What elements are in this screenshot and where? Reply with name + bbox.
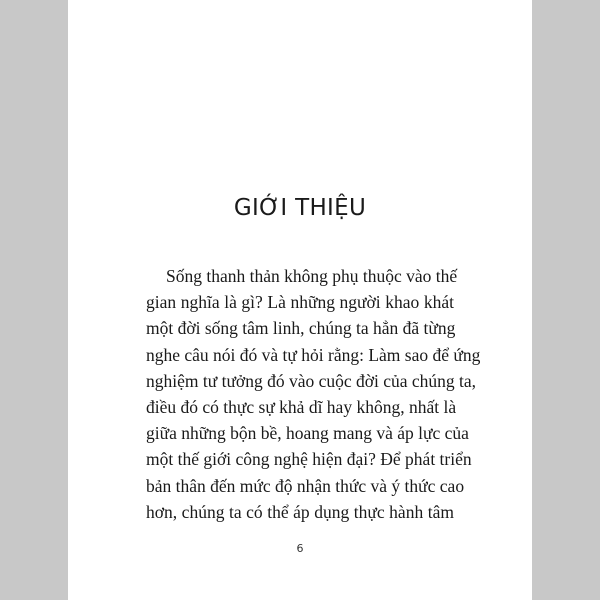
- chapter-title: GIỚI THIỆU: [233, 195, 367, 221]
- text-line: nghiệm tư tưởng đó vào cuộc đời của chúng ta,: [146, 370, 477, 391]
- text-line: giữa những bộn bề, hoang mang và áp lực của: [146, 423, 469, 444]
- text-line: nghe câu nói đó và tự hỏi rằng: Làm sao để ứng: [146, 344, 481, 365]
- text-line: một thế giới công nghệ hiện đại? Để phát triển: [146, 449, 472, 470]
- body-paragraph: [146, 263, 481, 525]
- text-line: hơn, chúng ta có thể áp dụng thực hành tâm: [146, 501, 454, 522]
- page-number: 6: [296, 542, 304, 555]
- text-line: Sống thanh thản không phụ thuộc vào thế: [166, 266, 458, 286]
- text-line: gian nghĩa là gì? Là những người khao khát: [146, 292, 454, 313]
- text-line: một đời sống tâm linh, chúng ta hẳn đã từng: [146, 318, 456, 339]
- text-line: điều đó có thực sự khả dĩ hay không, nhất là: [146, 397, 457, 418]
- text-line: bản thân đến mức độ nhận thức và ý thức cao: [146, 475, 465, 496]
- book-page: [68, 0, 532, 600]
